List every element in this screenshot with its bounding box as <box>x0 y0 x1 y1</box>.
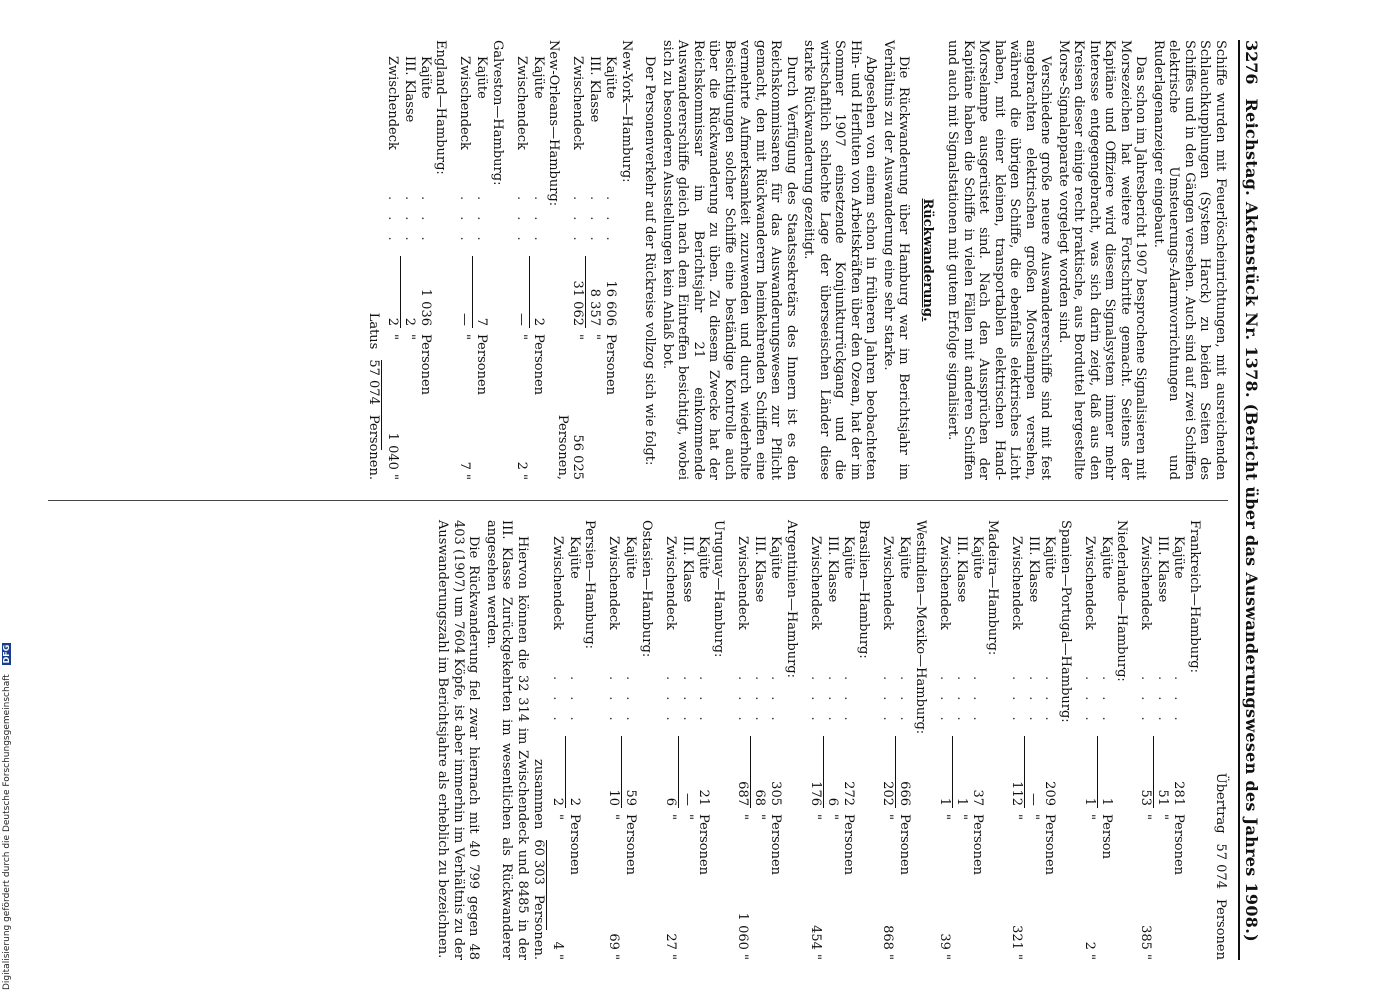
leader-dots: . . . <box>937 676 952 727</box>
row-unit: " <box>1138 814 1154 820</box>
leader-dots: . . . <box>808 676 823 727</box>
route-total: 1 040 " <box>385 432 400 480</box>
leader-dots: . . . <box>418 196 433 247</box>
row-value: 8 357 <box>587 288 603 326</box>
route-row <box>587 40 603 480</box>
column-divider <box>48 500 1228 501</box>
route-name: Frankreich—Hamburg: <box>1187 520 1202 673</box>
row-unit: " <box>514 334 529 340</box>
row-unit: Person <box>1099 814 1114 859</box>
route-table <box>555 40 635 480</box>
route-row <box>1155 520 1171 960</box>
row-label: III. Klasse <box>825 536 840 603</box>
route-name: New-York—Hamburg: <box>619 40 634 183</box>
row-value: 2 <box>385 317 400 326</box>
row-label: Zwischendeck <box>570 56 586 150</box>
row-unit: " <box>937 814 952 820</box>
row-unit: " <box>587 334 603 340</box>
route-name: Spanien—Portugal—Hamburg: <box>1058 520 1073 723</box>
row-unit: Personen <box>768 814 784 876</box>
row-label: Kajüte <box>897 536 913 579</box>
row-value: 1 036 <box>418 288 433 326</box>
leader-dots: . . . <box>1026 676 1042 727</box>
row-label: Kajüte <box>841 536 856 579</box>
row-value: — <box>457 313 473 326</box>
route-row <box>752 520 768 960</box>
route-table <box>1138 520 1203 960</box>
leader-dots: . . . <box>768 676 784 727</box>
carry-line <box>1210 520 1228 960</box>
row-unit: " <box>680 814 695 820</box>
row-label: Kajüte <box>1171 536 1187 579</box>
route-total: 4 " <box>550 941 565 960</box>
route-row <box>662 520 678 960</box>
route-total: 2 " <box>514 461 529 480</box>
paragraph: Verschiedene große neuere Auswandererschiffe sind mit fest angebrachten elektrischen großen Morselampen versehen, während die übrigen Schiffe, die ebenfalls elektrisches Licht haben, mit einer kleinen, transportablen elektrischen Hand-Morselampe ausgerüstet sind. Nach den Aussprüchen der Kapitäne haben die Schiffe in vielen Fällen mit anderen Schiffen und auch mit Signalstationen mit gutem Erfolge signalisiert. <box>945 40 1054 480</box>
route-table <box>735 520 800 960</box>
route-row <box>695 520 711 960</box>
route-name: New-Orleans—Hamburg: <box>546 40 562 207</box>
leader-dots: . . . <box>474 196 490 247</box>
row-unit: " <box>880 814 896 820</box>
leader-dots: . . . <box>531 196 546 247</box>
route-row <box>566 520 582 960</box>
route-row <box>606 520 622 960</box>
page-number: 3276 <box>1242 40 1262 85</box>
row-label: III. Klasse <box>402 56 417 123</box>
row-value: 2 <box>550 797 565 806</box>
row-unit: Personen <box>603 334 619 396</box>
row-label: Zwischendeck <box>1009 536 1025 630</box>
route-total: 868 " <box>880 925 896 960</box>
row-label: Zwischendeck <box>1082 536 1097 630</box>
route-row <box>530 40 546 480</box>
row-label: Kajüte <box>1042 536 1058 579</box>
leader-dots: . . . <box>385 196 400 247</box>
row-value: 37 <box>970 789 985 806</box>
row-value: 305 <box>768 781 784 806</box>
row-unit: Personen <box>897 814 913 876</box>
route-row <box>679 520 695 960</box>
row-unit: " <box>752 814 768 820</box>
row-value: — <box>514 313 529 326</box>
right-route-tables <box>549 520 1202 960</box>
row-value: 6 <box>825 797 840 806</box>
row-unit: Personen <box>1042 814 1058 876</box>
row-unit: " <box>825 814 840 820</box>
row-value: 59 <box>623 789 639 806</box>
sum-unit: Personen. <box>531 894 546 960</box>
leader-dots: . . . <box>954 676 969 727</box>
route-row <box>1098 520 1114 960</box>
sum-rule <box>381 360 382 450</box>
row-unit: Personen <box>418 334 433 396</box>
paragraph: Hiervon können die 32 314 im Zwischendeck und 8485 in der III. Klasse Zurückgekehrten im wesentlichen als Rückwanderer angesehen werden. <box>484 520 530 960</box>
row-unit: Personen <box>1171 814 1187 876</box>
row-value: 7 <box>474 317 490 326</box>
row-value: 209 <box>1042 781 1058 806</box>
row-unit: " <box>954 814 969 820</box>
route-name: Westindien—Mexiko—Hamburg: <box>913 520 928 735</box>
route-row <box>549 520 565 960</box>
route-row <box>555 40 586 480</box>
route-name: Brasilien—Hamburg: <box>856 520 872 659</box>
row-value: 2 <box>567 797 582 806</box>
row-unit: " <box>457 334 473 340</box>
leader-dots: . . . <box>696 676 711 727</box>
row-value: 1 <box>1099 797 1114 806</box>
row-unit: Personen <box>841 814 856 876</box>
row-label: III. Klasse <box>680 536 695 603</box>
route-total: 454 " <box>808 925 823 960</box>
paragraph: Schiffe wurden mit Feuerlöscheinrichtungen, mit ausreichenden Schlauchkupplungen (System Harck) zu beiden Seiten des Schiffes und in den Gängen versehen. Auch sind auf zwei Schiffen elektrische Umsteuerungs-Alarmvorrichtungen und Ruderlagenanzeiger eingebaut. <box>1151 40 1228 480</box>
row-unit: " <box>808 814 823 820</box>
leader-dots: . . . <box>567 676 582 727</box>
sum-rule <box>546 840 547 930</box>
row-value: 202 <box>880 781 896 806</box>
route-row <box>735 520 751 960</box>
row-label: Kajüte <box>474 56 490 99</box>
row-unit: " <box>735 814 751 820</box>
row-value: 53 <box>1138 789 1154 806</box>
route-total: 321 " <box>1009 925 1025 960</box>
row-value: 666 <box>897 781 913 806</box>
row-label: III. Klasse <box>1155 536 1171 603</box>
route-row <box>1138 520 1154 960</box>
route-name: Uruguay—Hamburg: <box>711 520 727 658</box>
row-value: 6 <box>663 797 678 806</box>
route-total: 385 " <box>1138 925 1154 960</box>
leader-dots: . . . <box>663 676 678 727</box>
route-name: Niederlande—Hamburg: <box>1114 520 1130 682</box>
row-label: Kajüte <box>696 536 711 579</box>
row-label: Kajüte <box>603 56 619 99</box>
paragraph: Durch Verfügung des Staatssekretärs des Innern ist es den Reichskommissaren für das Auswanderungswesen zur Pflicht gemacht, den mit Rückwanderern heimkehrenden Schiffen eine vermehrte Aufmerksamkeit zuzuwenden und durch wiederholte Besichtigungen solcher Schiffe eine beständige Kontrolle auch über die Rückwanderung zu üben. Zu diesem Zwecke hat der Reichskommissar im Berichtsjahr 21 einkommende Auswandererschiffe gleich nach dem Eintreffen besichtigt, wobei sich zu besonderen Ausstellungen kein Anlaß bot. <box>660 40 799 480</box>
route-row <box>807 520 823 960</box>
leader-dots: . . . <box>1009 676 1025 727</box>
paragraph: Der Personenverkehr auf der Rückreise vollzog sich wie folgt: <box>642 56 658 466</box>
route-row <box>384 40 400 480</box>
row-unit: Personen <box>474 334 490 396</box>
row-unit: Personen <box>970 814 985 876</box>
left-column <box>359 40 1228 480</box>
row-label: Zwischendeck <box>385 56 400 150</box>
row-unit: " <box>1155 814 1171 820</box>
leader-dots: . . . <box>880 676 896 727</box>
row-value: 687 <box>735 781 751 806</box>
row-value: 21 <box>696 789 711 806</box>
route-row <box>457 40 473 480</box>
row-value: 10 <box>606 789 622 806</box>
route-row <box>953 520 969 960</box>
row-label: Zwischendeck <box>735 536 751 630</box>
leader-dots: . . . <box>570 196 586 247</box>
route-row <box>603 40 619 480</box>
route-total: 27 " <box>663 933 678 960</box>
sum-line <box>530 520 546 960</box>
row-label: Kajüte <box>768 536 784 579</box>
row-unit: " <box>402 334 417 340</box>
route-name: Persien—Hamburg: <box>582 520 598 649</box>
route-row <box>969 520 985 960</box>
row-label: Kajüte <box>531 56 546 99</box>
row-value: 2 <box>531 317 546 326</box>
route-row <box>474 40 490 480</box>
row-label: Kajüte <box>567 536 582 579</box>
row-unit: " <box>606 814 622 820</box>
route-row <box>824 520 840 960</box>
row-label: Zwischendeck <box>514 56 529 150</box>
row-label: Zwischendeck <box>880 536 896 630</box>
row-unit: Personen <box>567 814 582 876</box>
row-value: 112 <box>1009 781 1025 806</box>
row-unit: " <box>550 814 565 820</box>
leader-dots: . . . <box>623 676 639 727</box>
leader-dots: . . . <box>550 676 565 727</box>
row-value: 68 <box>752 789 768 806</box>
route-row <box>513 40 529 480</box>
row-value: 272 <box>841 781 856 806</box>
footer-text: Digitalisierung gefördert durch die Deutsche Forschungsgemeinschaft <box>2 674 12 990</box>
row-label: Zwischendeck <box>937 536 952 630</box>
route-table <box>1009 520 1074 960</box>
route-row <box>401 40 417 480</box>
leader-dots: . . . <box>587 196 603 247</box>
leader-dots: . . . <box>1171 676 1187 727</box>
leader-dots: . . . <box>735 676 751 727</box>
row-value: — <box>1026 793 1042 806</box>
route-table <box>606 520 655 960</box>
row-label: Zwischendeck <box>550 536 565 630</box>
route-table <box>662 520 727 960</box>
carry-label: Übertrag <box>1213 772 1228 834</box>
dfg-logo: DFG <box>2 644 11 664</box>
row-unit: " <box>570 334 586 340</box>
leader-dots: . . . <box>752 676 768 727</box>
paragraph: Die Rückwanderung fiel zwar hiernach mit 40 799 gegen 48 403 (1907) um 7604 Köpfe, ist aber immerhin im Verhältnis zu der Auswanderungszahl im Berichtsjahre als erheblich zu bezeichnen. <box>435 520 482 960</box>
route-row <box>840 520 856 960</box>
carry-value: 57 074 <box>1213 843 1228 889</box>
leader-dots: . . . <box>680 676 695 727</box>
route-name: England—Hamburg: <box>433 40 449 175</box>
row-value: 176 <box>808 781 823 806</box>
paragraph: Die Rückwanderung über Hamburg war im Berichtsjahr im Verhältnis zu der Auswanderung eine sehr starke. <box>881 40 912 480</box>
row-label: Kajüte <box>418 56 433 99</box>
row-label: Zwischendeck <box>1138 536 1154 630</box>
row-label: III. Klasse <box>752 536 768 603</box>
row-value: — <box>680 793 695 806</box>
page-header <box>1238 40 1270 960</box>
leader-dots: . . . <box>457 196 473 247</box>
row-label: III. Klasse <box>954 536 969 603</box>
leader-dots: . . . <box>825 676 840 727</box>
row-value: 31 062 <box>570 280 586 326</box>
route-row <box>1042 520 1058 960</box>
route-total: 39 " <box>937 933 952 960</box>
leader-dots: . . . <box>606 676 622 727</box>
leader-dots: . . . <box>1082 676 1097 727</box>
leader-dots: . . . <box>402 196 417 247</box>
left-route-tables <box>384 40 634 480</box>
leader-dots: . . . <box>1042 676 1058 727</box>
row-label: Zwischendeck <box>663 536 678 630</box>
row-label: III. Klasse <box>1026 536 1042 603</box>
sum-value: 60 303 <box>531 839 546 885</box>
route-name: Ostasien—Hamburg: <box>639 520 654 658</box>
route-total: 1 060 " <box>735 912 751 960</box>
route-table <box>807 520 872 960</box>
row-value: 2 <box>402 317 417 326</box>
row-value: 51 <box>1155 789 1171 806</box>
route-row <box>936 520 952 960</box>
route-total: 69 " <box>606 933 622 960</box>
carry-unit: Personen. <box>366 414 381 480</box>
row-unit: Personen <box>623 814 639 876</box>
route-table <box>457 40 506 480</box>
row-label: Kajüte <box>623 536 639 579</box>
route-name: Madeira—Hamburg: <box>985 520 1001 656</box>
row-unit: Personen <box>531 334 546 396</box>
row-label: III. Klasse <box>587 56 603 123</box>
leader-dots: . . . <box>1138 676 1154 727</box>
leader-dots: . . . <box>603 196 619 247</box>
row-value: 1 <box>954 797 969 806</box>
row-unit: Personen <box>696 814 711 876</box>
leader-dots: . . . <box>514 196 529 247</box>
row-label: Kajüte <box>970 536 985 579</box>
row-value: 1 <box>1082 797 1097 806</box>
row-label: Zwischendeck <box>808 536 823 630</box>
carry-unit: Personen <box>1213 898 1228 960</box>
route-total: 7 " <box>457 461 473 480</box>
leader-dots: . . . <box>897 676 913 727</box>
route-row <box>897 520 913 960</box>
route-table <box>549 520 598 960</box>
paragraph: Das schon im Jahresbericht 1907 besprochene Signalisieren mit Morsezeichen hat weitere Fortschritte gemacht. Seitens der Kapitäne und Offiziere wird diesem Signalsystem immer mehr Interesse entgegengebracht, was sich darin zeigt, daß aus den Kreisen dieser einige recht praktische, aus Borduttel hergestellte Morse-Signalapparate vorgelegt worden sind. <box>1056 40 1149 480</box>
route-table <box>936 520 1001 960</box>
route-row <box>417 40 433 480</box>
leader-dots: . . . <box>841 676 856 727</box>
sum-label: zusammen <box>531 758 546 830</box>
leader-dots: . . . <box>1155 676 1171 727</box>
route-table <box>880 520 929 960</box>
row-unit: " <box>1082 814 1097 820</box>
carry-value: 57 074 <box>366 359 381 405</box>
route-table <box>384 40 449 480</box>
paragraph: Abgesehen von einem schon in früheren Jahren beobachteten Hin- und Herfluten von Arbeitskräften über den Ozean, hat der im Sommer 1907 einsetzende Konjunkturrückgang und die wirtschaftlich schlechte Lage der überseeischen Länder diese starke Rückwanderung gezeitigt. <box>801 40 879 480</box>
route-total: 2 " <box>1082 941 1097 960</box>
row-label: Kajüte <box>1099 536 1114 579</box>
route-name: Galveston—Hamburg: <box>490 40 505 186</box>
carry-label: Latus <box>366 312 381 350</box>
section-title: Rückwanderung. <box>920 198 935 322</box>
route-table <box>1081 520 1130 960</box>
route-row <box>880 520 896 960</box>
route-row <box>623 520 639 960</box>
route-name: Argentinien—Hamburg: <box>784 520 799 678</box>
digitization-footer <box>2 0 16 1000</box>
row-unit: " <box>385 334 400 340</box>
page-title: Reichstag. Aktenstück Nr. 1378. (Bericht über das Auswanderungswesen des Jahres 1908.) <box>1242 98 1262 942</box>
row-value: 281 <box>1171 781 1187 806</box>
carry-line <box>363 40 381 480</box>
row-unit: " <box>663 814 678 820</box>
right-column <box>433 520 1228 960</box>
route-row <box>1081 520 1097 960</box>
route-row <box>1026 520 1042 960</box>
row-label: Zwischendeck <box>606 536 622 630</box>
row-unit: " <box>1026 814 1042 820</box>
row-label: Zwischendeck <box>457 56 473 150</box>
leader-dots: . . . <box>1099 676 1114 727</box>
route-row <box>1171 520 1187 960</box>
route-row <box>768 520 784 960</box>
route-total: 56 025 Personen, <box>555 414 586 480</box>
row-value: 1 <box>937 797 952 806</box>
route-row <box>1009 520 1025 960</box>
row-value: 16 606 <box>603 280 619 326</box>
row-unit: " <box>1009 814 1025 820</box>
leader-dots: . . . <box>970 676 985 727</box>
